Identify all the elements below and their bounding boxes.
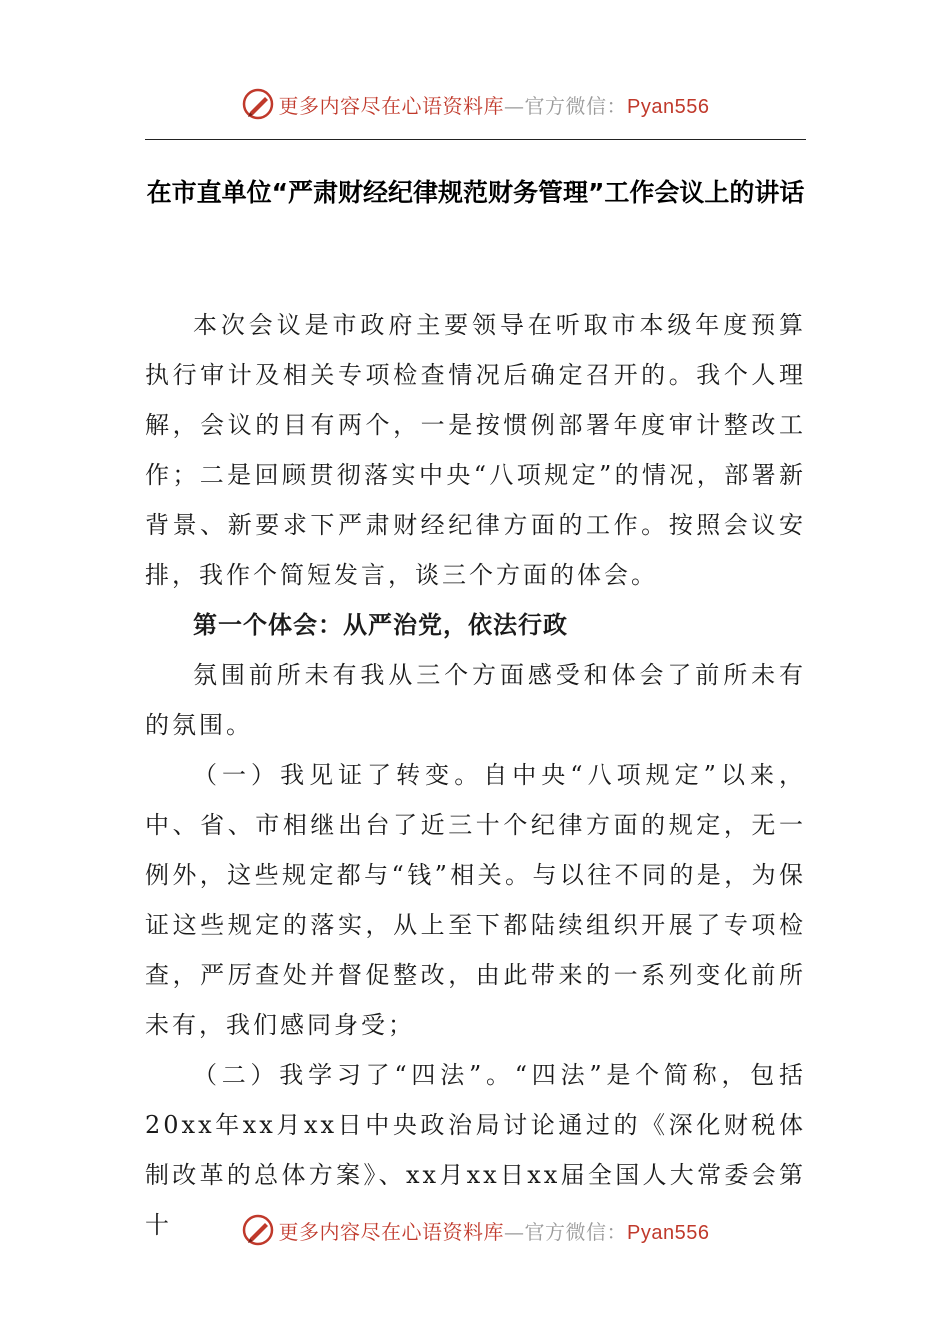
pen-logo-icon (241, 87, 275, 121)
header-divider (145, 139, 806, 140)
banner-wechat-label: 官方微信： (524, 93, 628, 118)
pen-logo-icon (241, 1213, 275, 1247)
banner-separator: — (504, 1219, 525, 1244)
document-title: 在市直单位“严肃财经纪律规范财务管理”工作会议上的讲话 (146, 178, 805, 207)
header-banner (0, 84, 950, 124)
banner-wechat-id: Pyan556 (627, 1221, 710, 1244)
banner-wechat-id: Pyan556 (627, 95, 710, 118)
banner-brand: 更多内容尽在心语资料库 (278, 1219, 505, 1244)
paragraph: 氛围前所未有我从三个方面感受和体会了前所未有的氛围。 (145, 661, 806, 739)
paragraph: （二）我学习了“四法”。“四法”是个简称，包括20xx年xx月xx日中央政治局讨论通过的《深化财税体制改革的总体方案》、xx月xx日xx届全国人大常委会第十 (145, 1061, 806, 1239)
banner-text (279, 90, 710, 119)
banner-text (279, 1216, 710, 1245)
footer-banner (0, 1210, 950, 1250)
paragraph: 本次会议是市政府主要领导在听取市本级年度预算执行审计及相关专项检查情况后确定召开的。我个人理解，会议的目有两个，一是按惯例部署年度审计整改工作；二是回顾贯彻落实中央“八项规定”的情况，部署新背景、新要求下严肃财经纪律方面的工作。按照会议安排，我作个简短发言，谈三个方面的体会。 (145, 311, 806, 589)
document-body (145, 300, 806, 1250)
section-heading: 第一个体会：从严治党，依法行政 (193, 611, 568, 639)
banner-wechat-label: 官方微信： (524, 1219, 628, 1244)
banner-brand: 更多内容尽在心语资料库 (278, 93, 505, 118)
paragraph: （一）我见证了转变。自中央“八项规定”以来，中、省、市相继出台了近三十个纪律方面的规定，无一例外，这些规定都与“钱”相关。与以往不同的是，为保证这些规定的落实，从上至下都陆续组织开展了专项检查，严厉查处并督促整改，由此带来的一系列变化前所未有，我们感同身受； (145, 761, 806, 1039)
banner-separator: — (504, 93, 525, 118)
